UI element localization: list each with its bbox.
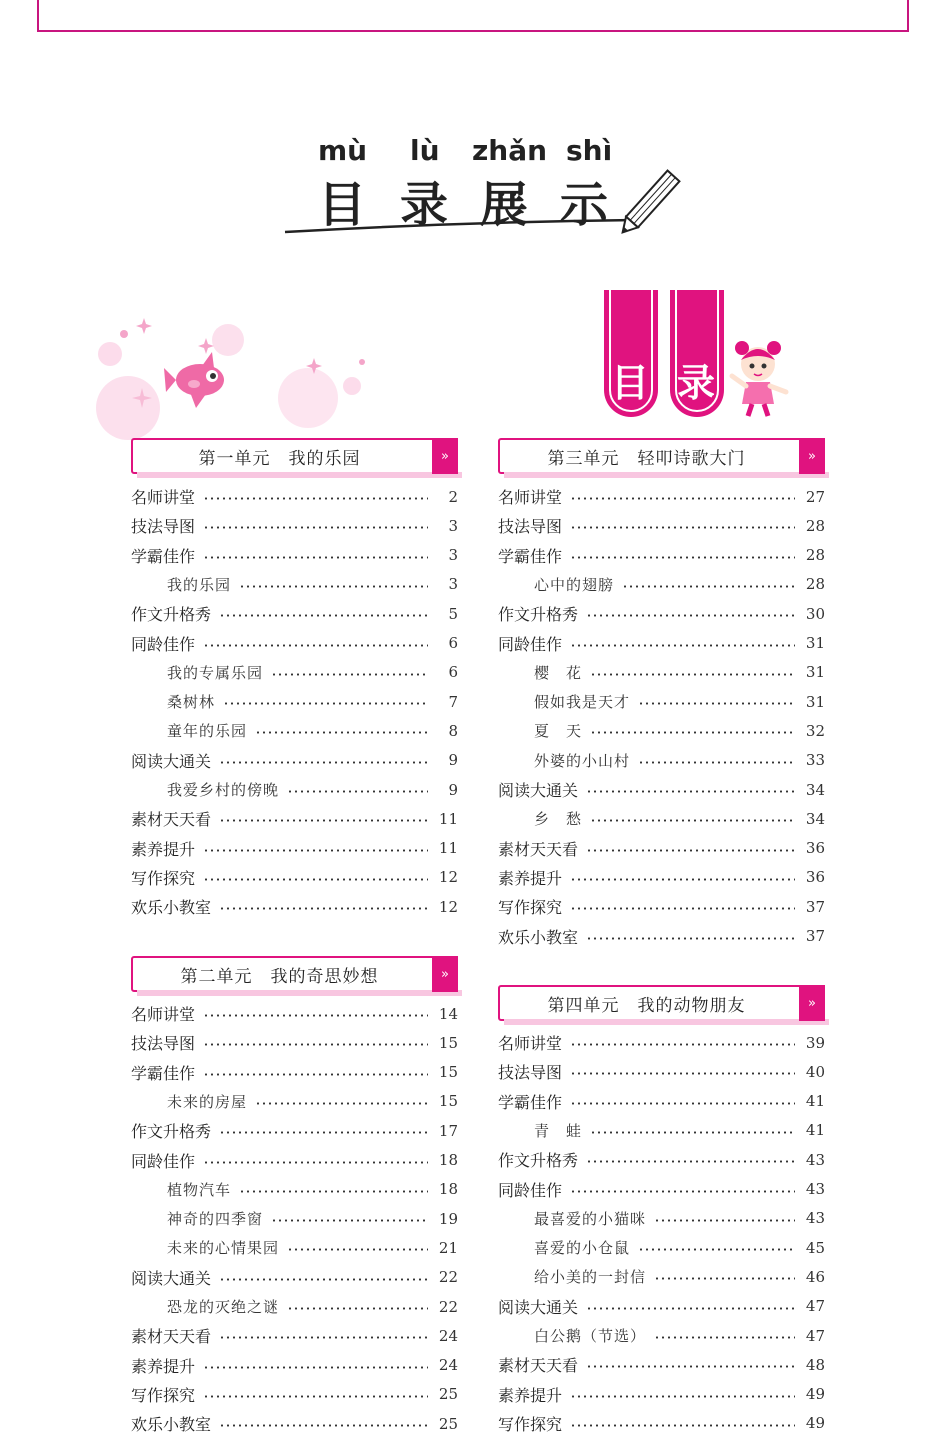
double-arrow-icon: »	[799, 438, 825, 474]
toc-entry-title: 阅读大通关	[498, 1297, 579, 1317]
dot-leader	[219, 761, 428, 764]
section-title: 第三单元 轻叩诗歌大门	[547, 448, 746, 469]
toc-entry-title: 我的专属乐园	[167, 663, 264, 682]
toc-entry[interactable]	[131, 1263, 458, 1292]
toc-entry-title: 素养提升	[498, 868, 563, 888]
toc-entry-title: 我的乐园	[167, 575, 232, 594]
toc-entry-title: 学霸佳作	[131, 1063, 196, 1083]
toc-entry-page: 34	[805, 809, 825, 828]
dot-leader	[654, 1219, 795, 1222]
toc-entry-page: 27	[805, 487, 825, 506]
toc-entry[interactable]	[131, 834, 458, 863]
toc-entry-page: 41	[805, 1092, 825, 1111]
dot-leader	[203, 644, 428, 647]
toc-entry-title: 心中的翅膀	[534, 575, 615, 594]
toc-entry[interactable]	[131, 1116, 458, 1145]
toc-entry-page: 8	[448, 721, 458, 740]
toc-entry-title: 学霸佳作	[498, 1092, 563, 1112]
pencil-underline-icon	[0, 0, 950, 260]
toc-entry-page: 24	[438, 1356, 458, 1375]
dot-leader	[654, 1336, 795, 1339]
toc-entry-title: 童年的乐园	[167, 722, 248, 741]
toc-entry-page: 18	[438, 1180, 458, 1199]
dot-leader	[255, 1102, 428, 1105]
toc-entry-title: 神奇的四季窗	[167, 1210, 264, 1229]
dot-leader	[622, 585, 795, 588]
dot-leader	[586, 1307, 795, 1310]
dot-leader	[570, 1424, 795, 1427]
toc-entry-title: 作文升格秀	[498, 605, 579, 625]
dot-leader	[219, 614, 428, 617]
toc-entry-title: 作文升格秀	[131, 605, 212, 625]
toc-entry-page: 15	[438, 1092, 458, 1111]
toc-entry[interactable]	[131, 1204, 458, 1233]
dot-leader	[586, 790, 795, 793]
toc-entry-page: 24	[438, 1326, 458, 1345]
toc-entry-title: 夏 天	[534, 722, 583, 741]
toc-entry-page: 37	[805, 897, 825, 916]
dot-leader	[586, 937, 795, 940]
toc-entry-page: 43	[805, 1209, 825, 1228]
toc-entry-title: 名师讲堂	[131, 488, 196, 507]
toc-entry-title: 喜爱的小仓鼠	[534, 1239, 631, 1258]
dot-leader	[219, 907, 428, 910]
dot-leader	[586, 614, 795, 617]
toc-entry-title: 素材天天看	[498, 1356, 579, 1376]
dot-leader	[590, 819, 795, 822]
dot-leader	[287, 1307, 428, 1310]
toc-entry-page: 25	[438, 1385, 458, 1404]
dot-leader	[586, 1365, 795, 1368]
double-arrow-icon: »	[432, 438, 458, 474]
toc-entry[interactable]	[498, 658, 825, 687]
toc-entry[interactable]	[131, 1175, 458, 1204]
toc-entry[interactable]	[131, 1233, 458, 1262]
toc-entry-title: 素养提升	[131, 839, 196, 859]
toc-entry[interactable]	[498, 1087, 825, 1116]
toc-entry-page: 43	[805, 1150, 825, 1169]
dot-leader	[570, 556, 795, 559]
dot-leader	[203, 1014, 428, 1017]
toc-entry-title: 桑树林	[167, 693, 216, 712]
toc-entry-page: 18	[438, 1151, 458, 1169]
toc-entry[interactable]	[131, 629, 458, 658]
toc-entry-title: 最喜爱的小猫咪	[534, 1209, 647, 1228]
dot-leader	[638, 702, 795, 705]
section-header-unit-1	[131, 438, 458, 474]
dot-leader	[638, 1248, 795, 1251]
dot-leader	[654, 1277, 795, 1280]
toc-entry-page: 22	[438, 1297, 458, 1316]
toc-entry-title: 写作探究	[131, 868, 196, 888]
toc-entry[interactable]	[498, 687, 825, 716]
toc-entry-title: 假如我是天才	[534, 693, 631, 712]
double-arrow-icon: »	[799, 985, 825, 1021]
toc-entry-title: 素材天天看	[131, 810, 212, 830]
toc-entry[interactable]	[498, 1175, 825, 1204]
toc-entry-title: 作文升格秀	[498, 1151, 579, 1171]
title-char-2: 录	[400, 177, 449, 233]
dot-leader	[219, 819, 428, 822]
dot-leader	[219, 1336, 428, 1339]
dot-leader	[570, 526, 795, 529]
dot-leader	[203, 1366, 428, 1369]
toc-entry[interactable]	[131, 482, 458, 511]
dot-leader	[287, 790, 428, 793]
dot-leader	[203, 1395, 428, 1398]
section-title: 第一单元 我的乐园	[198, 448, 361, 469]
toc-entry-title: 素材天天看	[131, 1327, 212, 1347]
toc-entry-title: 同龄佳作	[498, 1180, 563, 1200]
toc-entry-title: 名师讲堂	[131, 1005, 196, 1024]
dot-leader	[570, 497, 795, 500]
toc-entry-page: 46	[805, 1267, 825, 1286]
toc-entry-page: 12	[438, 868, 458, 887]
toc-entry-title: 外婆的小山村	[534, 751, 631, 770]
toc-entry[interactable]	[131, 1351, 458, 1380]
toc-entry[interactable]	[131, 599, 458, 628]
toc-entry-page: 19	[438, 1209, 458, 1228]
toc-entry[interactable]	[498, 804, 825, 833]
toc-entry-page: 48	[805, 1355, 825, 1374]
toc-entry-page: 47	[805, 1326, 825, 1345]
toc-entry-page: 15	[438, 1033, 458, 1052]
toc-entry-page: 21	[438, 1238, 458, 1257]
toc-entry-title: 我爱乡村的傍晚	[167, 781, 280, 799]
toc-entry-page: 30	[805, 604, 825, 623]
toc-entry-page: 28	[805, 546, 825, 565]
dot-leader	[239, 585, 428, 588]
dot-leader	[570, 1395, 795, 1398]
toc-entry-title: 未来的心情果园	[167, 1239, 280, 1258]
toc-entry-title: 写作探究	[498, 1414, 563, 1434]
toc-entry-title: 素养提升	[498, 1385, 563, 1405]
toc-entry[interactable]	[498, 541, 825, 570]
toc-entry[interactable]	[131, 892, 458, 921]
toc-entry-title: 欢乐小教室	[498, 927, 579, 947]
dot-leader	[255, 731, 428, 734]
section-title: 第四单元 我的动物朋友	[547, 995, 746, 1016]
toc-entry-page: 6	[448, 634, 458, 652]
dot-leader	[590, 1131, 795, 1134]
toc-entry[interactable]	[498, 1233, 825, 1262]
toc-entry-title: 学霸佳作	[498, 546, 563, 566]
toc-entry-page: 7	[448, 692, 458, 711]
toc-entry-title: 青 蛙	[534, 1121, 583, 1140]
dot-leader	[223, 702, 428, 705]
title-char-3: 展	[480, 177, 529, 233]
toc-entry[interactable]	[131, 775, 458, 804]
toc-entry-page: 2	[448, 487, 458, 506]
dot-leader	[203, 1161, 428, 1164]
toc-entry-title: 同龄佳作	[131, 634, 196, 654]
toc-entry-page: 3	[448, 546, 458, 565]
dot-leader	[638, 761, 795, 764]
bubbles-fish-icon	[0, 300, 400, 440]
dot-leader	[590, 673, 795, 676]
toc-entry-page: 17	[438, 1121, 458, 1140]
toc-entry[interactable]	[131, 658, 458, 687]
toc-entry[interactable]	[498, 1350, 825, 1379]
toc-entry[interactable]	[498, 922, 825, 951]
pinyin-zhan: zhǎn	[472, 134, 548, 167]
toc-entry-page: 12	[438, 897, 458, 916]
toc-entry-page: 36	[805, 839, 825, 858]
toc-entry-page: 31	[805, 692, 825, 711]
toc-entry[interactable]	[131, 746, 458, 775]
dot-leader	[203, 878, 428, 881]
toc-entry-page: 32	[805, 721, 825, 740]
badge-char-1: 目	[611, 361, 650, 405]
toc-entry-title: 恐龙的灭绝之谜	[167, 1298, 280, 1316]
dot-leader	[239, 1190, 428, 1193]
section-header-unit-3	[498, 438, 825, 474]
toc-entry[interactable]	[498, 1380, 825, 1409]
toc-entry[interactable]	[498, 775, 825, 804]
dot-leader	[203, 556, 428, 559]
toc-entry[interactable]	[498, 1409, 825, 1438]
pinyin-shi: shì	[566, 134, 613, 167]
toc-entry[interactable]	[131, 804, 458, 833]
toc-entry[interactable]	[498, 716, 825, 745]
toc-entry-title: 技法导图	[131, 1034, 196, 1054]
toc-entry-title: 同龄佳作	[498, 634, 563, 654]
toc-entry-title: 素养提升	[131, 1356, 196, 1376]
dot-leader	[203, 1073, 428, 1076]
toc-entry[interactable]	[498, 570, 825, 599]
toc-entry-page: 3	[448, 575, 458, 594]
toc-entry-title: 同龄佳作	[131, 1151, 196, 1171]
toc-entry-page: 43	[805, 1180, 825, 1198]
toc-entry-page: 25	[438, 1414, 458, 1433]
section-header-unit-2	[131, 956, 458, 992]
dot-leader	[203, 1043, 428, 1046]
dot-leader	[287, 1248, 428, 1251]
toc-entry[interactable]	[498, 629, 825, 658]
title-block	[0, 0, 950, 260]
toc-entry-page: 31	[805, 634, 825, 652]
dot-leader	[586, 849, 795, 852]
toc-entry[interactable]	[131, 1380, 458, 1409]
toc-entry[interactable]	[131, 570, 458, 599]
toc-entry[interactable]	[131, 1321, 458, 1350]
toc-entry[interactable]	[498, 1321, 825, 1350]
toc-entry-page: 34	[805, 780, 825, 799]
toc-entry-page: 3	[448, 516, 458, 535]
toc-entry-page: 49	[805, 1414, 825, 1433]
toc-entry-title: 未来的房屋	[167, 1092, 248, 1111]
toc-entry-title: 乡 愁	[534, 810, 583, 829]
toc-entry[interactable]	[498, 599, 825, 628]
toc-entry-title: 给小美的一封信	[534, 1268, 647, 1287]
toc-entry[interactable]	[498, 1116, 825, 1145]
toc-entry-page: 45	[805, 1238, 825, 1257]
toc-entry-title: 技法导图	[131, 517, 196, 537]
dot-leader	[570, 907, 795, 910]
toc-entry-title: 樱 花	[534, 663, 583, 682]
toc-entry[interactable]	[131, 687, 458, 716]
toc-entry[interactable]	[131, 1028, 458, 1057]
toc-entry-page: 47	[805, 1297, 825, 1316]
toc-entry-page: 9	[448, 751, 458, 770]
toc-entry[interactable]	[131, 999, 458, 1028]
dot-leader	[203, 849, 428, 852]
toc-entry-page: 28	[805, 575, 825, 594]
toc-entry[interactable]	[131, 541, 458, 570]
toc-entry-page: 40	[805, 1062, 825, 1081]
pinyin-mu: mù	[318, 134, 368, 167]
toc-entry[interactable]	[131, 1058, 458, 1087]
toc-entry[interactable]	[498, 892, 825, 921]
dot-leader	[203, 497, 428, 500]
toc-entry[interactable]	[498, 511, 825, 540]
toc-entry-title: 名师讲堂	[498, 1034, 563, 1053]
dot-leader	[570, 878, 795, 881]
section-header-unit-4	[498, 985, 825, 1021]
toc-entry[interactable]	[131, 511, 458, 540]
toc-entry[interactable]	[131, 1146, 458, 1175]
toc-entry-title: 技法导图	[498, 1063, 563, 1083]
toc-entry-title: 写作探究	[131, 1385, 196, 1405]
toc-entry[interactable]	[498, 863, 825, 892]
toc-entry-title: 名师讲堂	[498, 488, 563, 507]
toc-entry-page: 9	[448, 780, 458, 799]
double-arrow-icon: »	[432, 956, 458, 992]
toc-entry-page: 49	[805, 1385, 825, 1404]
toc-entry-title: 欢乐小教室	[131, 1415, 212, 1435]
toc-entry-page: 15	[438, 1063, 458, 1082]
toc-entry[interactable]	[131, 1087, 458, 1116]
dot-leader	[271, 1219, 428, 1222]
toc-entry[interactable]	[498, 1204, 825, 1233]
toc-entry-title: 写作探究	[498, 898, 563, 918]
dot-leader	[570, 1102, 795, 1105]
toc-entry[interactable]	[498, 1145, 825, 1174]
section-title: 第二单元 我的奇思妙想	[180, 966, 379, 987]
toc-entry-page: 39	[805, 1033, 825, 1052]
toc-entry-page: 28	[805, 516, 825, 535]
toc-entry[interactable]	[498, 1292, 825, 1321]
dot-leader	[203, 526, 428, 529]
toc-entry-page: 22	[438, 1268, 458, 1287]
toc-entry-title: 白公鹅（节选）	[534, 1327, 647, 1345]
toc-entry-title: 作文升格秀	[131, 1122, 212, 1142]
title-char-1: 目	[318, 177, 367, 233]
toc-entry[interactable]	[498, 1028, 825, 1057]
toc-entry[interactable]	[498, 1262, 825, 1291]
toc-entry[interactable]	[131, 863, 458, 892]
dot-leader	[570, 1043, 795, 1046]
toc-entry[interactable]	[498, 746, 825, 775]
toc-entry-page: 6	[448, 663, 458, 682]
toc-entry-title: 植物汽车	[167, 1180, 232, 1199]
toc-entry-title: 欢乐小教室	[131, 898, 212, 918]
toc-entry-title: 阅读大通关	[131, 751, 212, 771]
toc-entry[interactable]	[131, 716, 458, 745]
dot-leader	[570, 644, 795, 647]
toc-entry-title: 阅读大通关	[498, 781, 579, 800]
dot-leader	[219, 1278, 428, 1281]
title-char-4: 示	[560, 177, 609, 233]
toc-entry[interactable]	[131, 1292, 458, 1321]
dot-leader	[586, 1160, 795, 1163]
toc-entry-title: 阅读大通关	[131, 1268, 212, 1288]
badge-char-2: 录	[677, 361, 716, 405]
dot-leader	[271, 673, 428, 676]
pinyin-lu: lù	[410, 134, 440, 167]
toc-entry[interactable]	[498, 482, 825, 511]
toc-entry-title: 技法导图	[498, 517, 563, 537]
toc-entry[interactable]	[498, 1057, 825, 1086]
toc-entry-page: 31	[805, 663, 825, 682]
toc-entry-page: 41	[805, 1121, 825, 1140]
dot-leader	[219, 1131, 428, 1134]
dot-leader	[570, 1190, 795, 1193]
toc-entry-page: 37	[805, 927, 825, 945]
toc-entry-page: 5	[448, 604, 458, 623]
toc-entry-page: 36	[805, 868, 825, 887]
toc-entry-page: 33	[805, 751, 825, 770]
dot-leader	[570, 1072, 795, 1075]
toc-entry-title: 学霸佳作	[131, 546, 196, 566]
dot-leader	[219, 1424, 428, 1427]
toc-entry-title: 素材天天看	[498, 839, 579, 859]
toc-entry-page: 14	[438, 1004, 458, 1023]
toc-entry-page: 11	[438, 839, 458, 858]
toc-entry[interactable]	[498, 834, 825, 863]
toc-entry-page: 11	[438, 809, 458, 828]
dot-leader	[590, 731, 795, 734]
